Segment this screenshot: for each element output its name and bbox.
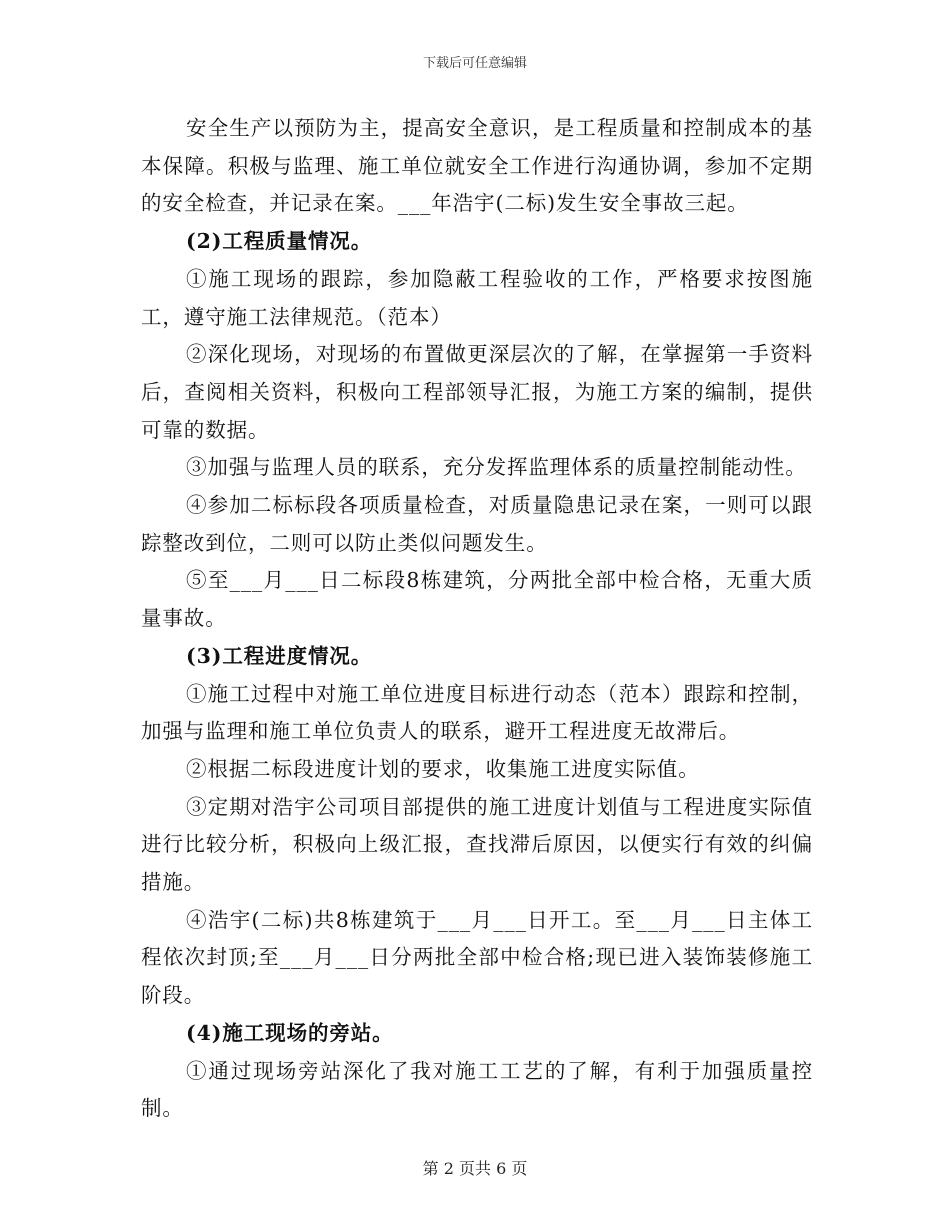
document-body — [141, 110, 813, 1128]
page-header: 下载后可任意编辑 — [422, 56, 527, 71]
section-heading-progress: (3)工程进度情况。 — [186, 643, 373, 668]
list-item: ④参加二标标段各项质量检查，对质量隐患记录在案，一则可以跟踪整改到位，二则可以防止类似问题发生。 — [141, 493, 813, 555]
list-item: ②根据二标段进度计划的要求，收集施工进度实际值。 — [186, 756, 700, 781]
list-item: ④浩宇(二标)共8栋建筑于___月___日开工。至___月___日主体工程依次封顶;至___月___日分两批全部中检合格;现已进入装饰装修施工阶段。 — [141, 907, 813, 1008]
list-item: ③定期对浩宇公司项目部提供的施工进度计划值与工程进度实际值进行比较分析，积极向上级汇报，查找滞后原因，以便实行有效的纠偏措施。 — [141, 794, 813, 895]
list-item: ⑤至___月___日二标段8栋建筑，分两批全部中检合格，无重大质量事故。 — [141, 568, 813, 631]
list-item: ②深化现场，对现场的布置做更深层次的了解，在掌握第一手资料后，查阅相关资料，积极向工程部领导汇报，为施工方案的编制，提供可靠的数据。 — [141, 342, 813, 442]
section-heading-site-supervision: (4)施工现场的旁站。 — [186, 1020, 394, 1045]
list-item: ①通过现场旁站深化了我对施工工艺的了解，有利于加强质量控制。 — [141, 1058, 813, 1121]
paragraph-safety: 安全生产以预防为主，提高安全意识，是工程质量和控制成本的基本保障。积极与监理、施工单位就安全工作进行沟通协调，参加不定期的安全检查，并记录在案。___年浩宇(二标)发生安全事故三起。 — [141, 116, 813, 216]
list-item: ①施工过程中对施工单位进度目标进行动态（范本）跟踪和控制，加强与监理和施工单位负责人的联系，避开工程进度无故滞后。 — [141, 681, 813, 744]
list-item: ③加强与监理人员的联系，充分发挥监理体系的质量控制能动性。 — [186, 455, 807, 480]
list-item: ①施工现场的跟踪，参加隐蔽工程验收的工作，严格要求按图施工，遵守施工法律规范。（范本） — [141, 266, 813, 329]
page-footer: 第 2 页共 6 页 — [422, 1159, 528, 1178]
section-heading-quality: (2)工程质量情况。 — [186, 229, 373, 254]
